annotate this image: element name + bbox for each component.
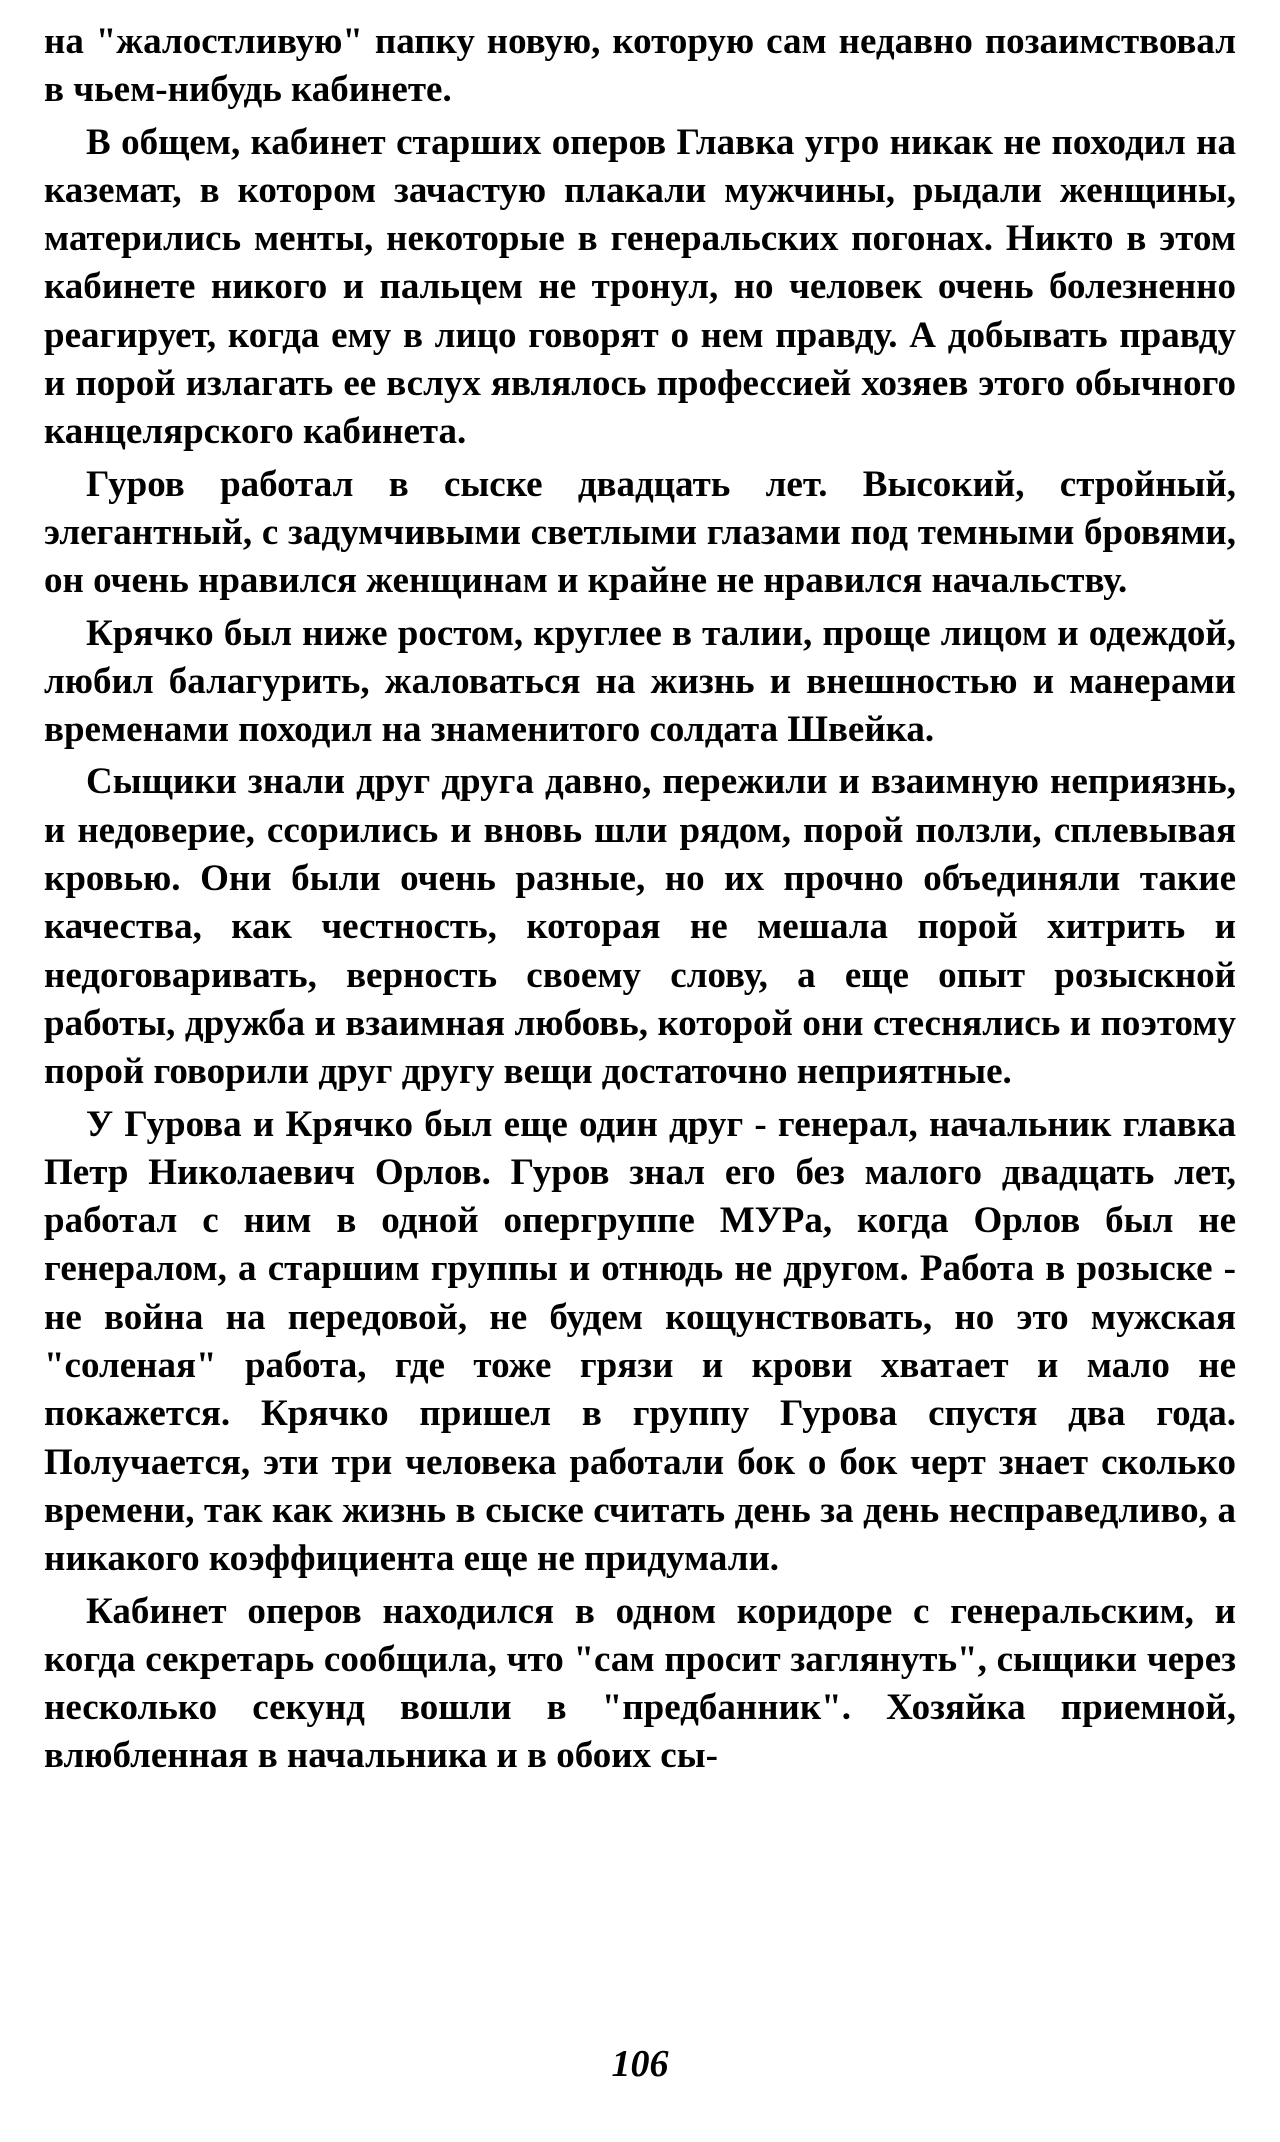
book-page-text (44, 18, 1236, 1781)
paragraph-continued: на "жалостливую" папку новую, которую сам недавно позаимствовал в чьем-нибудь кабинете. (44, 21, 1236, 111)
paragraph-kryachko: Крячко был ниже ростом, круглее в талии, проще лицом и одеждой, любил балагурить, жаловаться на жизнь и внешностью и манерами временами походил на знаменитого солдата Швейка. (44, 612, 1236, 751)
paragraph-office-description: В общем, кабинет старших оперов Главка угро никак не походил на каземат, в котором зачастую плакали мужчины, рыдали женщины, матерились менты, некоторые в генеральских погонах. Никто в этом кабинете никого и пальцем не тронул, но человек очень болезненно реагирует, когда ему в лицо говорят о нем правду. А добывать правду и порой излагать ее вслух являлось профессией хозяев этого обычного канцелярского кабинета. (44, 121, 1236, 453)
paragraph-orlov: У Гурова и Крячко был еще один друг - генерал, начальник главка Петр Николаевич Орлов. Гуров знал его без малого двадцать лет, работал с ним в одной опергруппе МУРа, когда Орлов был не генералом, а старшим группы и отнюдь не другом. Работа в розыске - не война на передовой, не будем кощунствовать, но это мужская "соленая" работа, где тоже грязи и крови хватает и мало не покажется. Крячко пришел в группу Гурова спустя два года. Получается, эти три человека работали бок о бок черт знает сколько времени, так как жизнь в сыске считать день за день несправедливо, а никакого коэффициента еще не придумали. (44, 1103, 1236, 1580)
page-number: 106 (611, 2043, 669, 2085)
paragraph-detectives-friendship: Сыщики знали друг друга давно, пережили и взаимную неприязнь, и недоверие, ссорились и вновь шли рядом, порой ползли, сплевывая кровью. Они были очень разные, но их прочно объединяли такие качества, как честность, которая не мешала порой хитрить и недоговаривать, верность своему слову, а еще опыт розыскной работы, дружба и взаимная любовь, которой они стеснялись и поэтому порой говорили друг другу вещи достаточно неприятные. (44, 761, 1236, 1093)
paragraph-reception: Кабинет оперов находился в одном коридоре с генеральским, и когда секретарь сообщила, что "сам просит заглянуть", сыщики через несколько секунд вошли в "предбанник". Хозяйка приемной, влюбленная в начальника и в обоих сы- (44, 1590, 1236, 1777)
paragraph-gurov: Гуров работал в сыске двадцать лет. Высокий, стройный, элегантный, с задумчивыми светлыми глазами под темными бровями, он очень нравился женщинам и крайне не нравился начальству. (44, 463, 1236, 602)
